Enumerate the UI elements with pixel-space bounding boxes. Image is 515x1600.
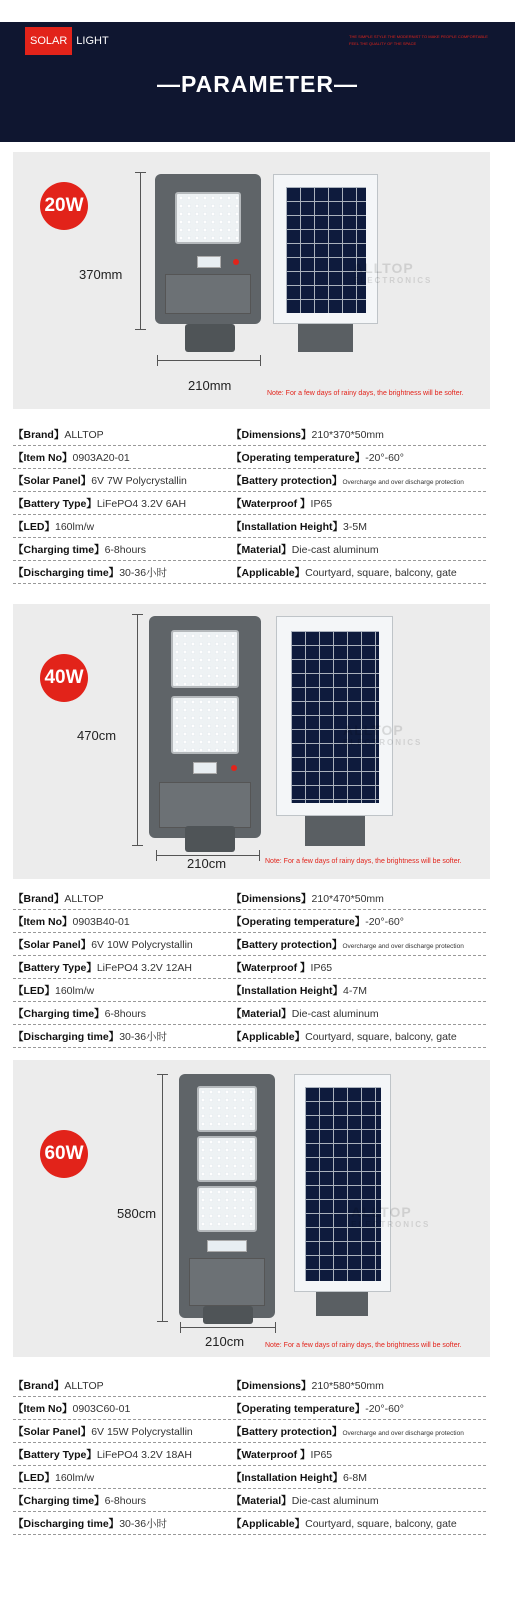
spec-row — [13, 910, 486, 933]
spec-cell: 【Material】Die-cast aluminum — [231, 1007, 379, 1020]
spec-cell: 【Solar Panel】6V 7W Polycrystallin — [13, 474, 187, 487]
spec-table-60w — [13, 1374, 486, 1535]
spec-cell: 【Battery protection】Overcharge and over discharge protection — [231, 938, 464, 951]
light-sensor — [197, 256, 221, 268]
spec-cell: 【Brand】ALLTOP — [13, 1379, 104, 1392]
spec-cell: 【Material】Die-cast aluminum — [231, 543, 379, 556]
spec-cell: 【Charging time】6-8hours — [13, 1007, 147, 1020]
height-dimension-label: 470cm — [77, 728, 117, 743]
spec-row — [13, 469, 486, 492]
height-dimension-line — [137, 614, 138, 846]
pole-mount — [203, 1306, 253, 1324]
spec-cell: 【Charging time】6-8hours — [13, 543, 147, 556]
solar-bracket — [316, 1292, 368, 1316]
battery-compartment — [159, 782, 251, 828]
spec-cell: 【Installation Height】4-7M — [231, 984, 367, 997]
rainy-day-note: Note: For a few days of rainy days, the brightness will be softer. — [265, 1342, 462, 1349]
page-header — [0, 22, 515, 142]
spec-cell: 【Discharging time】30-36小时 — [13, 1030, 168, 1043]
led-module — [171, 630, 239, 688]
rainy-day-note: Note: For a few days of rainy days, the brightness will be softer. — [265, 858, 462, 865]
spec-cell: 【Dimensions】210*580*50mm — [231, 1379, 384, 1392]
spec-cell: 【LED】160lm/w — [13, 984, 95, 997]
brand-watermark — [343, 722, 422, 747]
spec-cell: 【Battery Type】LiFePO4 3.2V 12AH — [13, 961, 192, 974]
pole-mount — [185, 826, 235, 852]
spec-row — [13, 956, 486, 979]
led-module — [171, 696, 239, 754]
height-dimension-label: 580cm — [117, 1206, 157, 1221]
logo-light-text: LIGHT — [76, 35, 109, 47]
lamp-body — [155, 174, 261, 324]
spec-cell: 【Item No】0903B40-01 — [13, 915, 130, 928]
watermark-main: ALLTOP — [351, 1204, 412, 1220]
spec-cell: 【Battery Type】LiFePO4 3.2V 6AH — [13, 497, 187, 510]
width-dimension-label: 210cm — [187, 856, 227, 871]
watermark-main: ALLTOP — [353, 260, 414, 276]
spec-cell: 【Operating temperature】-20°-60° — [231, 451, 404, 464]
spec-cell: 【Brand】ALLTOP — [13, 892, 104, 905]
spec-row — [13, 933, 486, 956]
spec-cell: 【Discharging time】30-36小时 — [13, 1517, 168, 1530]
solar-bracket — [298, 324, 353, 352]
indicator-light — [231, 765, 237, 771]
solar-cells — [286, 187, 366, 313]
spec-cell: 【Material】Die-cast aluminum — [231, 1494, 379, 1507]
led-module — [175, 192, 241, 244]
width-dimension-line — [157, 360, 261, 361]
page-title: —PARAMETER— — [157, 71, 358, 97]
spec-row — [13, 423, 486, 446]
spec-cell: 【LED】160lm/w — [13, 1471, 95, 1484]
spec-row — [13, 1374, 486, 1397]
brand-watermark — [351, 1204, 430, 1229]
pole-mount — [185, 324, 235, 352]
led-module — [197, 1086, 257, 1132]
header-tagline: THE SIMPLE STYLE THE MODERNIST TO MAKE PEOPLE COMFORTABLE FEEL THE QUALITY OF THE SPACE — [349, 34, 488, 46]
lamp-body — [179, 1074, 275, 1318]
solar-cells — [291, 631, 379, 803]
spec-cell: 【Solar Panel】6V 10W Polycrystallin — [13, 938, 193, 951]
spec-cell: 【Operating temperature】-20°-60° — [231, 1402, 404, 1415]
indicator-light — [233, 259, 239, 265]
spec-cell: 【Solar Panel】6V 15W Polycrystallin — [13, 1425, 193, 1438]
spec-cell: 【Charging time】6-8hours — [13, 1494, 147, 1507]
height-dimension-line — [162, 1074, 163, 1322]
wattage-badge: 60W — [40, 1130, 88, 1178]
spec-row — [13, 1466, 486, 1489]
wattage-badge: 20W — [40, 182, 88, 230]
spec-cell: 【Applicable】Courtyard, square, balcony, gate — [231, 1517, 457, 1530]
spec-row — [13, 1489, 486, 1512]
battery-compartment — [165, 274, 251, 314]
solar-bracket — [305, 816, 365, 846]
led-module — [197, 1186, 257, 1232]
spec-row — [13, 887, 486, 910]
lamp-body — [149, 616, 261, 838]
battery-compartment — [189, 1258, 265, 1306]
solar-panel-image — [276, 616, 393, 816]
width-dimension-line — [180, 1327, 276, 1328]
spec-row — [13, 1025, 486, 1048]
spec-row — [13, 446, 486, 469]
spec-cell: 【Discharging time】30-36小时 — [13, 566, 168, 579]
spec-table-40w — [13, 887, 486, 1048]
height-dimension-label: 370mm — [79, 267, 123, 282]
spec-table-20w — [13, 423, 486, 584]
spec-cell: 【Applicable】Courtyard, square, balcony, gate — [231, 1030, 457, 1043]
spec-row — [13, 492, 486, 515]
spec-cell: 【Battery protection】Overcharge and over discharge protection — [231, 474, 464, 487]
spec-cell: 【Dimensions】210*370*50mm — [231, 428, 384, 441]
light-sensor — [207, 1240, 247, 1252]
spec-cell: 【Waterproof 】IP65 — [231, 1448, 333, 1461]
brand-watermark — [353, 260, 432, 285]
spec-cell: 【Dimensions】210*470*50mm — [231, 892, 384, 905]
watermark-main: ALLTOP — [343, 722, 404, 738]
spec-cell: 【Brand】ALLTOP — [13, 428, 104, 441]
spec-cell: 【Applicable】Courtyard, square, balcony, gate — [231, 566, 457, 579]
solar-panel-image — [294, 1074, 391, 1292]
spec-cell: 【Installation Height】6-8M — [231, 1471, 367, 1484]
width-dimension-label: 210mm — [188, 378, 232, 393]
spec-row — [13, 538, 486, 561]
watermark-sub: ELECTRONICS — [353, 276, 433, 285]
spec-cell: 【Item No】0903C60-01 — [13, 1402, 131, 1415]
spec-cell: 【Waterproof 】IP65 — [231, 497, 333, 510]
solar-panel-image — [273, 174, 378, 324]
light-sensor — [193, 762, 217, 774]
led-module — [197, 1136, 257, 1182]
height-dimension-line — [140, 172, 141, 330]
wattage-badge: 40W — [40, 654, 88, 702]
spec-cell: 【Battery protection】Overcharge and over discharge protection — [231, 1425, 464, 1438]
spec-row — [13, 979, 486, 1002]
product-image-panel-60w — [13, 1060, 490, 1357]
spec-row — [13, 515, 486, 538]
spec-row — [13, 561, 486, 584]
product-image-panel-40w — [13, 604, 490, 879]
spec-row — [13, 1420, 486, 1443]
spec-cell: 【Waterproof 】IP65 — [231, 961, 333, 974]
width-dimension-label: 210cm — [205, 1334, 245, 1349]
watermark-sub: ELECTRONICS — [351, 1220, 431, 1229]
brand-logo — [25, 27, 109, 55]
spec-row — [13, 1397, 486, 1420]
spec-cell: 【Operating temperature】-20°-60° — [231, 915, 404, 928]
spec-row — [13, 1443, 486, 1466]
solar-cells — [305, 1087, 381, 1281]
product-image-panel-20w — [13, 152, 490, 409]
rainy-day-note: Note: For a few days of rainy days, the brightness will be softer. — [267, 390, 464, 397]
spec-row — [13, 1002, 486, 1025]
spec-cell: 【Battery Type】LiFePO4 3.2V 18AH — [13, 1448, 192, 1461]
spec-cell: 【LED】160lm/w — [13, 520, 95, 533]
logo-solar-text: SOLAR — [25, 27, 72, 55]
spec-cell: 【Installation Height】3-5M — [231, 520, 367, 533]
watermark-sub: ELECTRONICS — [343, 738, 423, 747]
spec-cell: 【Item No】0903A20-01 — [13, 451, 130, 464]
spec-row — [13, 1512, 486, 1535]
